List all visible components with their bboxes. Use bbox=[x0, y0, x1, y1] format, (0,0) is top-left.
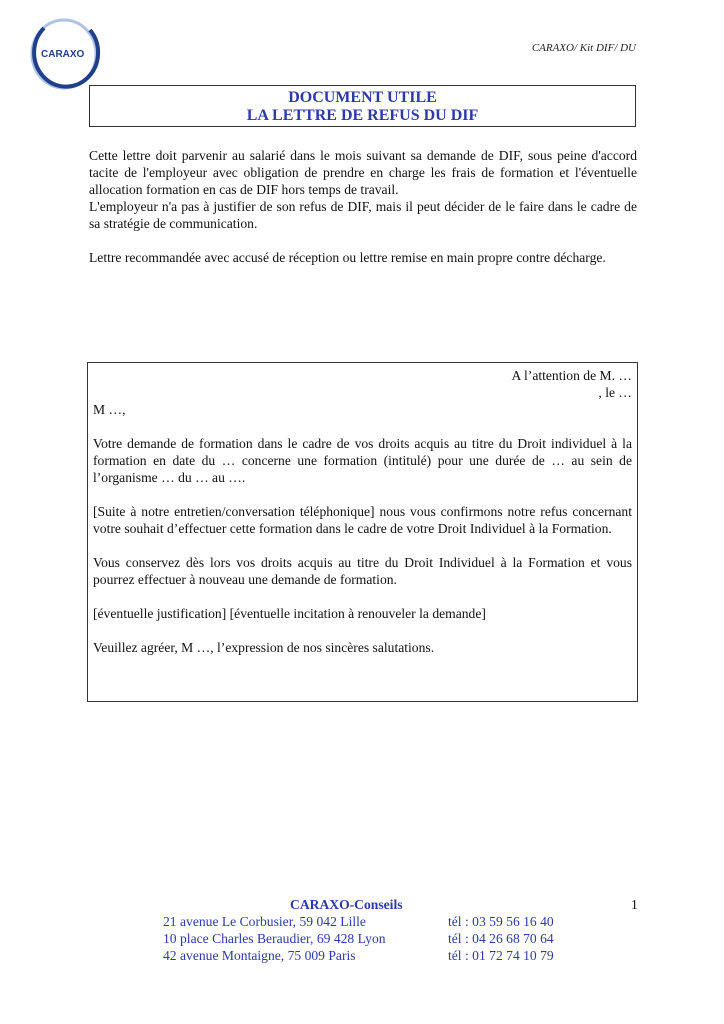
letter-salutation: M …, bbox=[93, 402, 126, 417]
letter-template-box bbox=[87, 362, 638, 702]
intro-paragraph-3: Lettre recommandée avec accusé de réception ou lettre remise en main propre contre décharge. bbox=[89, 250, 606, 265]
footer-phone-paris: tél : 01 72 74 10 79 bbox=[448, 948, 554, 963]
footer-address-lyon: 10 place Charles Beraudier, 69 428 Lyon bbox=[163, 931, 386, 946]
letter-closing: Veuillez agréer, M …, l’expression de nos sincères salutations. bbox=[93, 640, 435, 655]
title-line-1: DOCUMENT UTILE bbox=[288, 89, 437, 106]
title-line-2: LA LETTRE DE REFUS DU DIF bbox=[246, 107, 479, 124]
intro-text bbox=[89, 147, 637, 266]
letter-attention: A l’attention de M. … bbox=[511, 368, 632, 383]
letter-paragraph-1: Votre demande de formation dans le cadre de vos droits acquis au titre du Droit individuel à la formation en date du … concerne une formation (intitulé) pour une durée de … au sein de l’organisme … du … au …. bbox=[93, 436, 632, 485]
intro-paragraph-1: Cette lettre doit parvenir au salarié dans le mois suivant sa demande de DIF, sous peine d'accord tacite de l'employeur avec obligation de prendre en charge les frais de formation et l'éventuelle allocation formation en cas de DIF hors temps de travail. bbox=[89, 148, 637, 197]
footer-company: CARAXO-Conseils bbox=[290, 897, 403, 912]
footer-address-lille: 21 avenue Le Corbusier, 59 042 Lille bbox=[163, 914, 366, 929]
intro-paragraph-2: L'employeur n'a pas à justifier de son refus de DIF, mais il peut décider de le faire dans le cadre de sa stratégie de communication. bbox=[89, 199, 637, 231]
letter-paragraph-3: Vous conservez dès lors vos droits acquis au titre du Droit Individuel à la Formation et vous pourrez effectuer à nouveau une demande de formation. bbox=[93, 555, 632, 587]
page-number: 1 bbox=[631, 897, 638, 912]
logo-text: CARAXO bbox=[41, 49, 85, 60]
document-reference: CARAXO/ Kit DIF/ DU bbox=[531, 42, 636, 54]
letter-place-date: , le … bbox=[598, 385, 632, 400]
letter-paragraph-2: [Suite à notre entretien/conversation téléphonique] nous vous confirmons notre refus concernant votre souhait d’effectuer cette formation dans le cadre de votre Droit Individuel à la Formation. bbox=[93, 504, 632, 536]
letter-paragraph-4: [éventuelle justification] [éventuelle incitation à renouveler la demande] bbox=[93, 606, 486, 621]
title-box bbox=[89, 85, 636, 127]
footer-address-paris: 42 avenue Montaigne, 75 009 Paris bbox=[163, 948, 356, 963]
footer-phone-lyon: tél : 04 26 68 70 64 bbox=[448, 931, 554, 946]
footer-phone-lille: tél : 03 59 56 16 40 bbox=[448, 914, 554, 929]
